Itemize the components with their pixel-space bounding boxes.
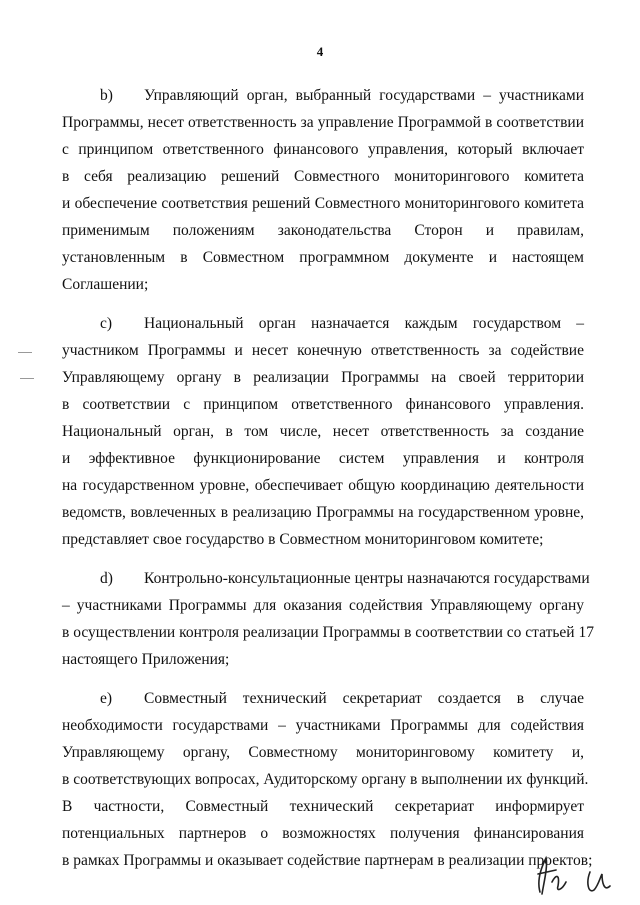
text-line: Управляющему органу в реализации Программы на своей территории [62,369,584,386]
paragraph-c [62,310,584,553]
page-number: 4 [316,44,324,59]
paragraph-b [62,82,584,298]
text-line: в себя реализацию решений Совместного мониторингового комитета [62,168,584,185]
text-line: в осуществлении контроля реализации Программы в соответствии со статьей 17 [62,624,594,641]
item-label: e) [100,690,113,707]
text-line: участником Программы и несет конечную ответственность за содействие [62,342,584,359]
margin-mark [20,378,34,379]
text-line: Национальный орган, в том числе, несет ответственность за создание [62,423,584,440]
text-line: установленным в Совместном программном документе и настоящем [62,249,584,266]
text-line: ведомств, вовлеченных в реализацию Программы на государственном уровне, [62,504,584,521]
text-line: в рамках Программы и оказывает содействие партнерам в реализации проектов; [62,852,593,869]
paragraph-e [62,685,593,874]
item-label: d) [100,570,113,587]
text-line: Программы, несет ответственность за управление Программой в соответствии [62,114,584,131]
text-line: потенциальных партнеров о возможностях получения финансирования [62,825,584,842]
text-line: на государственном уровне, обеспечивает общую координацию деятельности [62,477,584,494]
text-line: b) Управляющий орган, выбранный государствами – участниками [62,82,584,109]
text-line: применимым положениям законодательства Сторон и правилам, [62,222,584,239]
text-line: Управляющему органу, Совместному мониторинговому комитету и, [62,744,584,761]
text-line: в соответствующих вопросах, Аудиторскому органу в выполнении их функций. [62,771,589,788]
text-line: настоящего Приложения; [62,651,230,668]
item-label: c) [100,315,113,332]
text-line: необходимости государствами – участниками Программы для содействия [62,717,584,734]
text-line: c) Национальный орган назначается каждым государством – [62,310,584,337]
text-line: в соответствии с принципом ответственного финансового управления. [62,396,584,413]
text-line: и обеспечение соответствия решений Совместного мониторингового комитета [62,195,584,212]
item-label: b) [100,87,113,104]
text-line: с принципом ответственного финансового управления, который включает [62,141,584,158]
text-line: и эффективное функционирование систем управления и контроля [62,450,584,467]
document-body [62,82,594,886]
text-line: d) Контрольно-консультационные центры назначаются государствами [62,565,584,592]
text-line: представляет свое государство в Совместном мониторинговом комитете; [62,531,544,548]
text-line: e) Совместный технический секретариат создается в случае [62,685,584,712]
paragraph-d [62,565,594,673]
text-line: – участниками Программы для оказания содействия Управляющему органу [62,597,584,614]
text-line: Соглашении; [62,276,149,293]
margin-mark [18,352,32,353]
signature-initials [526,852,626,898]
text-line: В частности, Совместный технический секретариат информирует [62,798,584,815]
